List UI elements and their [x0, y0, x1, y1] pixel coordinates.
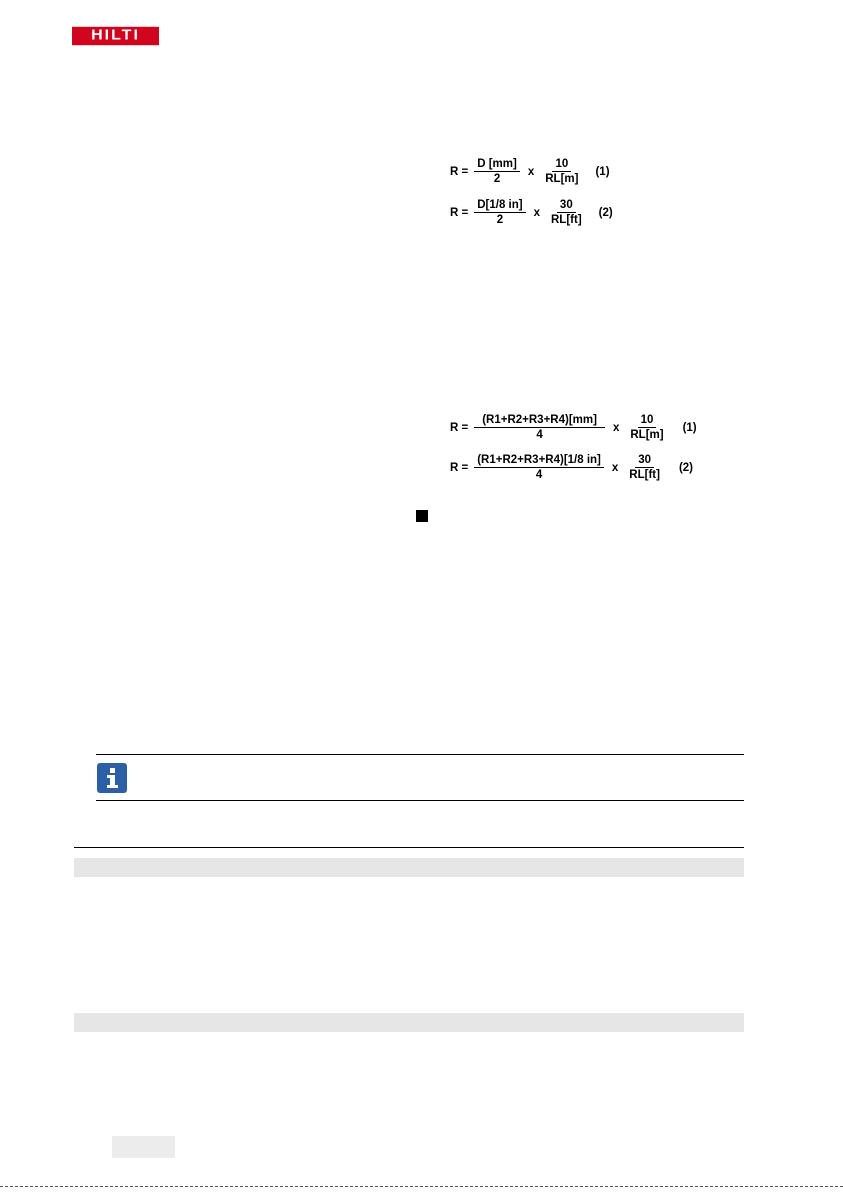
fraction — [474, 414, 605, 441]
formula-lhs: R = — [450, 421, 469, 434]
denominator: 4 — [535, 469, 543, 481]
fraction — [626, 454, 663, 481]
denominator: RL[ft] — [551, 214, 582, 226]
fraction — [548, 199, 585, 226]
section-heading-bar-1 — [74, 858, 744, 877]
formula-2-1 — [450, 414, 697, 441]
denominator: RL[ft] — [629, 469, 660, 481]
info-note-top-rule — [96, 754, 744, 755]
multiply-sign: x — [612, 421, 620, 434]
formula-lhs: R = — [450, 165, 469, 178]
fraction — [627, 414, 666, 441]
equation-tag: (2) — [598, 206, 613, 219]
fraction — [474, 454, 604, 481]
numerator: 30 — [557, 199, 576, 213]
denominator: 2 — [496, 214, 504, 226]
equation-tag: (1) — [682, 421, 697, 434]
denominator: RL[m] — [545, 173, 579, 185]
equation-tag: (1) — [595, 165, 610, 178]
denominator: RL[m] — [630, 429, 664, 441]
equation-tag: (2) — [678, 461, 694, 474]
multiply-sign: x — [611, 461, 619, 474]
formula-block-2 — [440, 408, 730, 488]
fraction — [542, 158, 581, 185]
numerator: (R1+R2+R3+R4)[mm] — [474, 414, 605, 428]
numerator: 10 — [552, 158, 571, 172]
numerator: 30 — [635, 454, 654, 468]
formula-block-1 — [440, 152, 640, 232]
numerator: D[1/8 in] — [474, 199, 525, 213]
numerator: D [mm] — [474, 158, 520, 172]
hilti-logo — [72, 27, 159, 45]
denominator: 4 — [536, 429, 543, 441]
section-rule — [74, 847, 744, 848]
section-heading-bar-2 — [74, 1013, 744, 1032]
multiply-sign: x — [533, 206, 540, 219]
formula-2-2 — [450, 454, 693, 481]
page-number-box — [112, 1136, 175, 1158]
info-note-bottom-rule — [96, 800, 744, 801]
crop-line — [0, 1186, 843, 1187]
formula-1-2 — [450, 199, 613, 226]
numerator: 10 — [638, 414, 657, 428]
formula-lhs: R = — [450, 461, 469, 474]
logo-text: HILTI — [91, 27, 140, 44]
formula-1-1 — [450, 158, 610, 185]
info-icon — [97, 763, 127, 793]
fraction — [474, 158, 520, 185]
multiply-sign: x — [527, 165, 535, 178]
fraction — [474, 199, 525, 226]
formula-lhs: R = — [450, 206, 469, 219]
denominator: 2 — [493, 173, 501, 185]
numerator: (R1+R2+R3+R4)[1/8 in] — [474, 454, 604, 468]
end-marker-square — [416, 510, 428, 522]
